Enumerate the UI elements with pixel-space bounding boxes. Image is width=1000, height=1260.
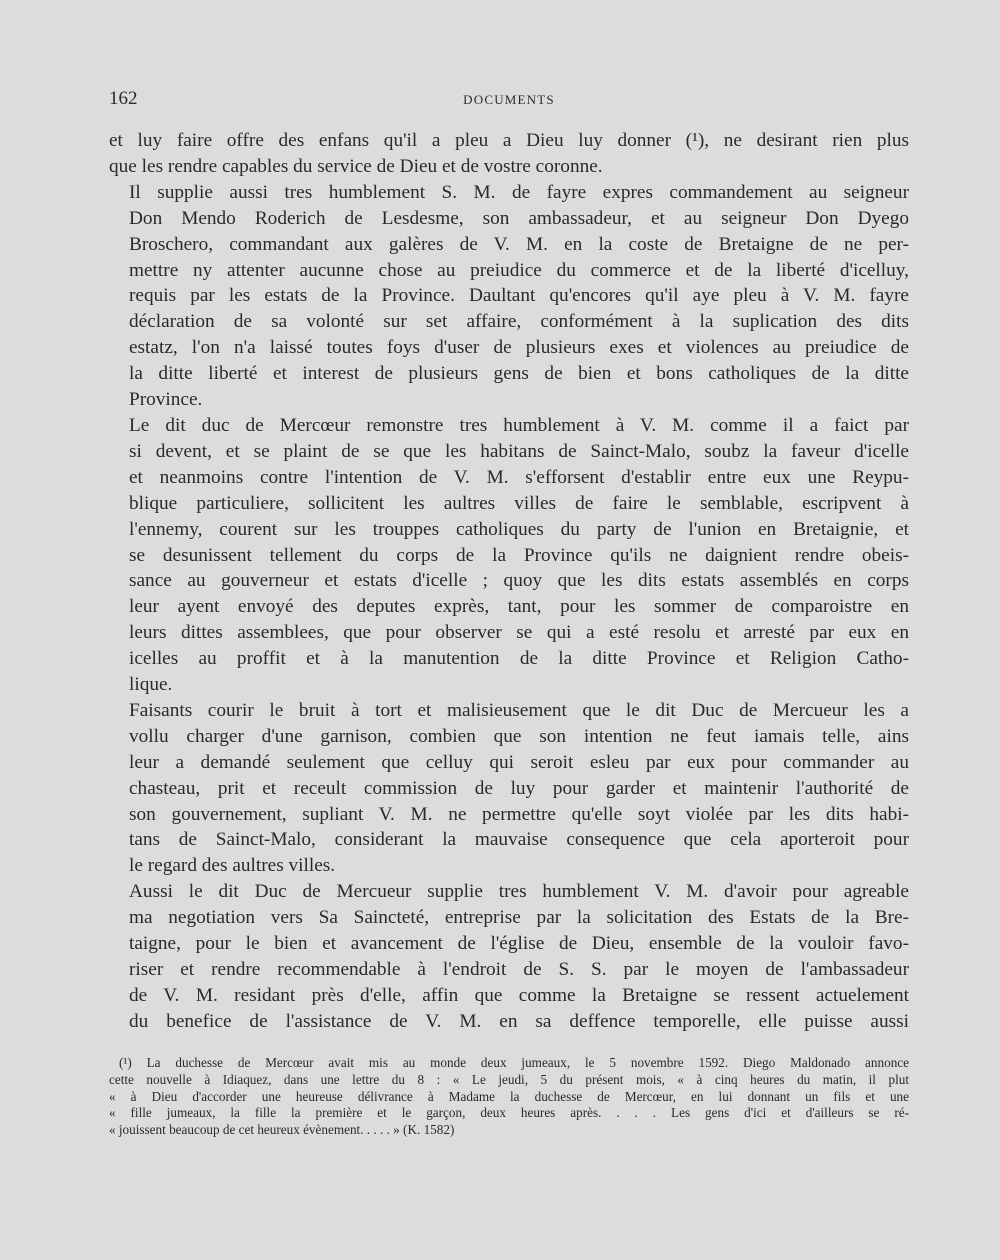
text-line: sance au gouverneur et estats d'icelle ; quoy que les dits estats assemblés en corps: [129, 570, 909, 592]
text-line: taigne, pour le bien et avancement de l'église de Dieu, ensemble de la vouloir favo-: [129, 933, 909, 955]
text-line: vollu charger d'une garnison, combien que son intention ne feut iamais telle, ains: [129, 725, 909, 747]
text-line: leur ayent envoyé des deputes exprès, tant, pour les sommer de comparoistre en: [129, 596, 909, 618]
text-line: Faisants courir le bruit à tort et malisieusement que le dit Duc de Mercueur les a: [129, 699, 909, 721]
page-number: 162: [109, 88, 138, 109]
text-line: blique particuliere, sollicitent les aultres villes de faire le semblable, escripvent à: [129, 492, 909, 514]
text-line: Le dit duc de Mercœur remonstre tres humblement à V. M. comme il a faict par: [129, 414, 909, 436]
text-line: déclaration de sa volonté sur set affaire, conformément à la suplication des dits: [129, 311, 909, 333]
paragraph-1: [109, 128, 909, 180]
text-line: leurs dittes assemblees, que pour observer se qui a esté resolu et arresté par eux en: [129, 622, 909, 644]
text-line: se desunissent tellement du corps de la Province qu'ils ne daignient rendre obeis-: [129, 544, 909, 566]
paragraph-3: [109, 413, 909, 698]
text-line: riser et rendre recommendable à l'endroit de S. S. par le moyen de l'ambassadeur: [129, 959, 909, 980]
text-line: la ditte liberté et interest de plusieurs gens de bien et bons catholiques de la ditte: [129, 363, 909, 385]
text-line: Broschero, commandant aux galères de V. M. en la coste de Bretaigne de ne per-: [129, 233, 909, 255]
footnote-line: cette nouvelle à Idiaquez, dans une lettre du 8 : « Le jeudi, 5 du présent mois, « à cinq heures du matin, il plut: [109, 1071, 909, 1087]
text-line: requis par les estats de la Province. Daultant qu'encores qu'il aye pleu à V. M. fayre: [129, 285, 909, 307]
text-line: de V. M. residant près d'elle, affin que comme la Bretaigne se ressent actuelement: [129, 984, 909, 1006]
text-line: son gouvernement, supliant V. M. ne permettre qu'elle soyt violée par les dits habi-: [129, 803, 909, 825]
text-line: chasteau, prit et receult commission de luy pour garder et maintenir l'authorité de: [129, 777, 909, 799]
footnote-line: (¹) La duchesse de Mercœur avait mis au monde deux jumeaux, le 5 novembre 1592. Diego Maldonado annonce: [119, 1055, 909, 1070]
paragraph-2: [109, 180, 909, 413]
running-head: DOCUMENTS: [463, 92, 555, 107]
footnote-line: « jouissent beaucoup de cet heureux évènement. . . . . » (K. 1582): [109, 1122, 455, 1138]
text-line: du benefice de l'assistance de V. M. en sa deffence temporelle, elle puisse aussi: [129, 1010, 909, 1032]
text-line: tans de Sainct-Malo, considerant la mauvaise consequence que cela aporteroit pour: [129, 829, 909, 851]
text-line: ma negotiation vers Sa Saincteté, entreprise par la solicitation des Estats de la Bre-: [129, 907, 909, 929]
footnote-line: « fille jumeaux, la fille la première et le garçon, deux heures après. . . . Les gens d'ici et d'ailleurs se ré-: [109, 1105, 909, 1121]
paragraph-5: [109, 879, 909, 1034]
text-line: estatz, l'on n'a laissé toutes foys d'user de plusieurs exes et violences au preiudice de: [129, 337, 909, 359]
text-line: si devent, et se plaint de se que les habitans de Sainct-Malo, soubz la faveur d'icelle: [129, 440, 909, 462]
footnote-line: « à Dieu d'accorder une heureuse délivrance à Madame la duchesse de Mercœur, en lui donnant un fils et une: [109, 1088, 909, 1104]
footnote: [109, 1055, 909, 1139]
text-line: Aussi le dit Duc de Mercueur supplie tres humblement V. M. d'avoir pour agreable: [129, 881, 909, 903]
body-text: [109, 128, 909, 1035]
text-line: Il supplie aussi tres humblement S. M. de fayre expres commandement au seigneur: [129, 181, 909, 203]
paragraph-4: [109, 698, 909, 879]
text-line: et luy faire offre des enfans qu'il a pleu a Dieu luy donner (¹), ne desirant rien plus: [109, 130, 909, 151]
text-line: et neanmoins contre l'intention de V. M. s'efforsent d'establir entre eux une Reypu-: [129, 466, 909, 488]
text-line: le regard des aultres villes.: [129, 855, 336, 877]
text-line: que les rendre capables du service de Dieu et de vostre coronne.: [109, 155, 603, 177]
text-line: l'ennemy, courent sur les trouppes catholiques du party de l'union en Bretaignie, et: [129, 518, 909, 540]
text-line: mettre ny attenter aucunne chose au preiudice du commerce et de la liberté d'icelluy,: [129, 259, 909, 281]
text-line: Don Mendo Roderich de Lesdesme, son ambassadeur, et au seigneur Don Dyego: [129, 207, 909, 229]
text-line: icelles au proffit et à la manutention de la ditte Province et Religion Catho-: [129, 648, 909, 670]
text-line: lique.: [129, 674, 173, 696]
page-header: [109, 88, 909, 112]
text-line: Province.: [129, 389, 203, 411]
text-line: leur a demandé seulement que celluy qui seroit esleu par eux pour commander au: [129, 751, 909, 773]
